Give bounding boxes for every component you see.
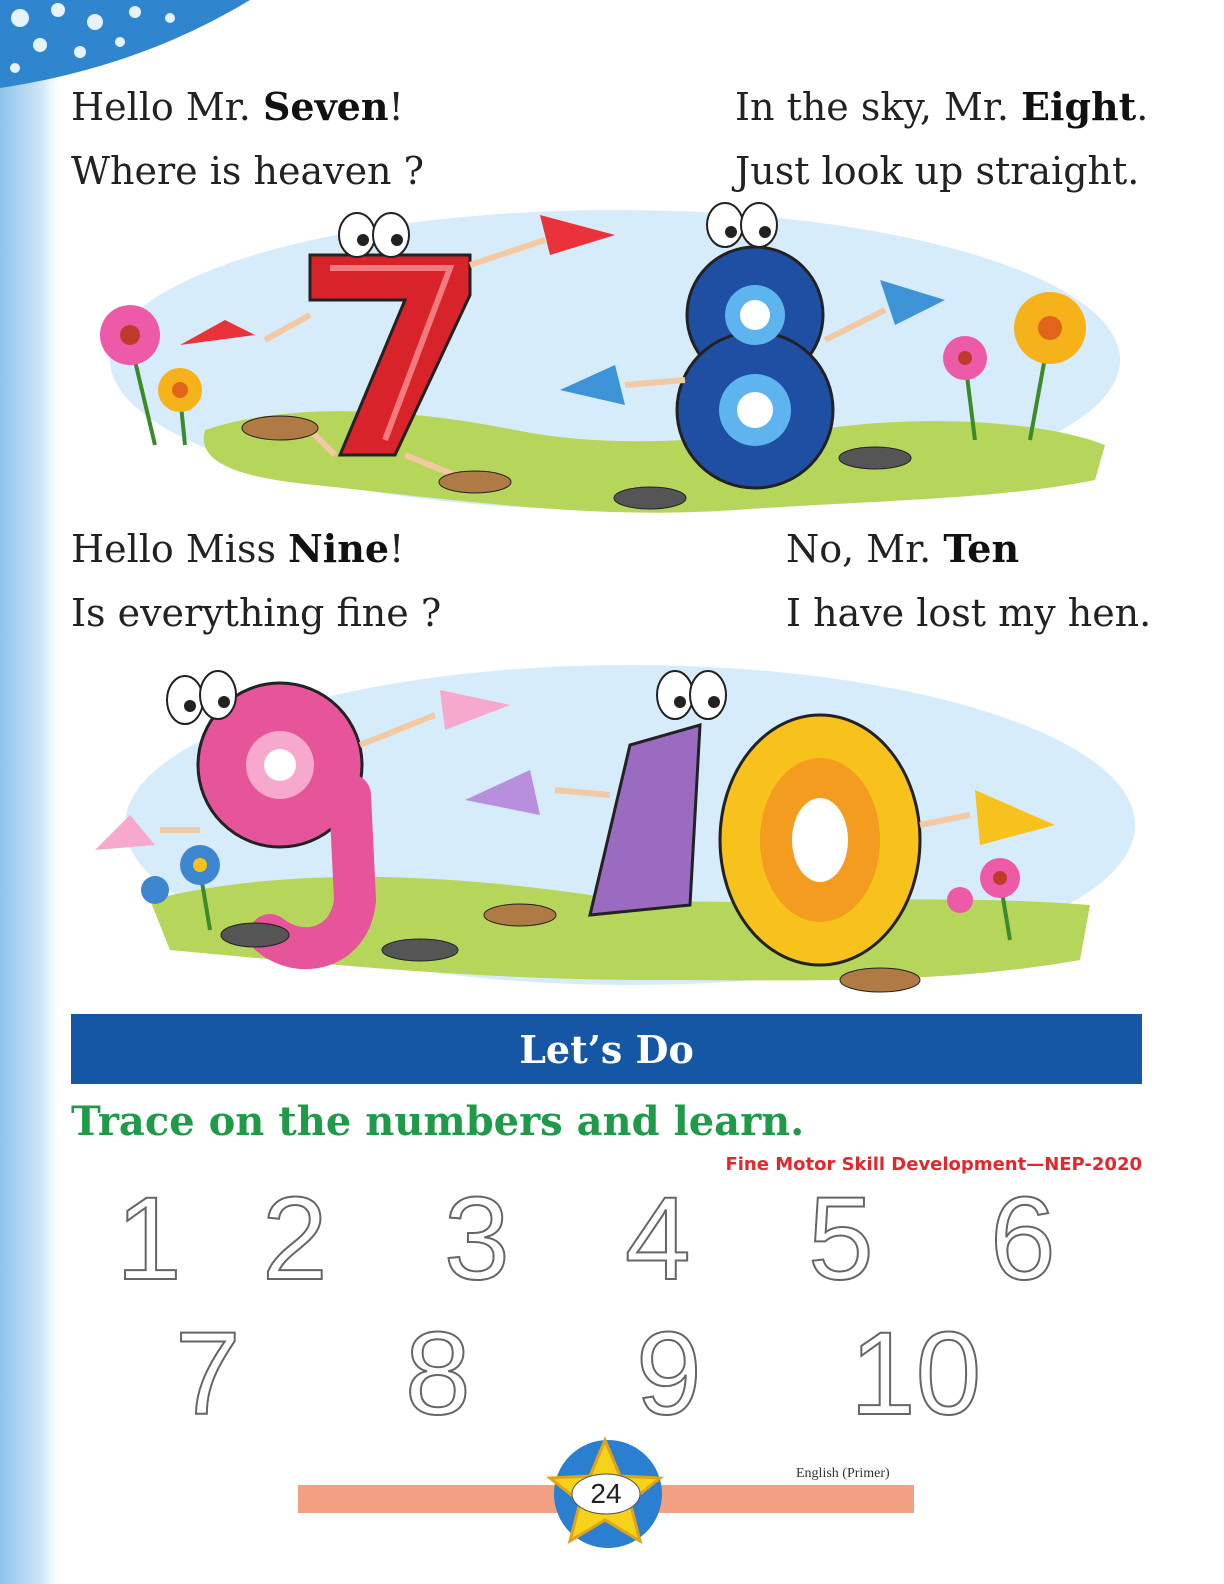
trace-number-2: 2 — [262, 1173, 328, 1305]
lets-do-title: Let’s Do — [519, 1026, 694, 1072]
trace-number-4: 4 — [625, 1173, 691, 1305]
verse-nine-line2: Is everything fine ? — [71, 591, 442, 635]
trace-number-3: 3 — [444, 1173, 510, 1305]
page-number: 24 — [590, 1478, 622, 1509]
verse-ten — [786, 517, 1151, 645]
trace-number-9: 9 — [636, 1308, 702, 1440]
illustration-seven-eight — [95, 200, 1135, 525]
left-page-strip — [0, 0, 58, 1584]
trace-number-5: 5 — [808, 1173, 874, 1305]
skill-note: Fine Motor Skill Development—NEP-2020 — [725, 1154, 1142, 1175]
trace-number-1: 1 — [116, 1173, 182, 1305]
verse-seven-line1: Hello Mr. Seven! — [71, 84, 404, 129]
trace-number-7: 7 — [175, 1308, 241, 1440]
verse-nine — [71, 517, 441, 645]
trace-number-8: 8 — [405, 1308, 471, 1440]
verse-eight-line2: Just look up straight. — [735, 149, 1140, 193]
verse-eight — [735, 75, 1148, 203]
trace-number-10: 10 — [850, 1308, 982, 1440]
trace-instruction: Trace on the numbers and learn. — [71, 1098, 805, 1145]
verse-seven — [71, 75, 424, 203]
illustration-nine-ten — [90, 650, 1135, 1005]
verse-ten-line1: No, Mr. Ten — [786, 526, 1020, 571]
lets-do-banner — [71, 1014, 1142, 1084]
trace-number-6: 6 — [990, 1173, 1056, 1305]
footer-book-title: English (Primer) — [796, 1466, 890, 1481]
verse-seven-line2: Where is heaven ? — [71, 149, 424, 193]
verse-ten-line2: I have lost my hen. — [786, 591, 1152, 635]
verse-nine-line1: Hello Miss Nine! — [71, 526, 405, 571]
verse-eight-line1: In the sky, Mr. Eight. — [735, 84, 1149, 129]
